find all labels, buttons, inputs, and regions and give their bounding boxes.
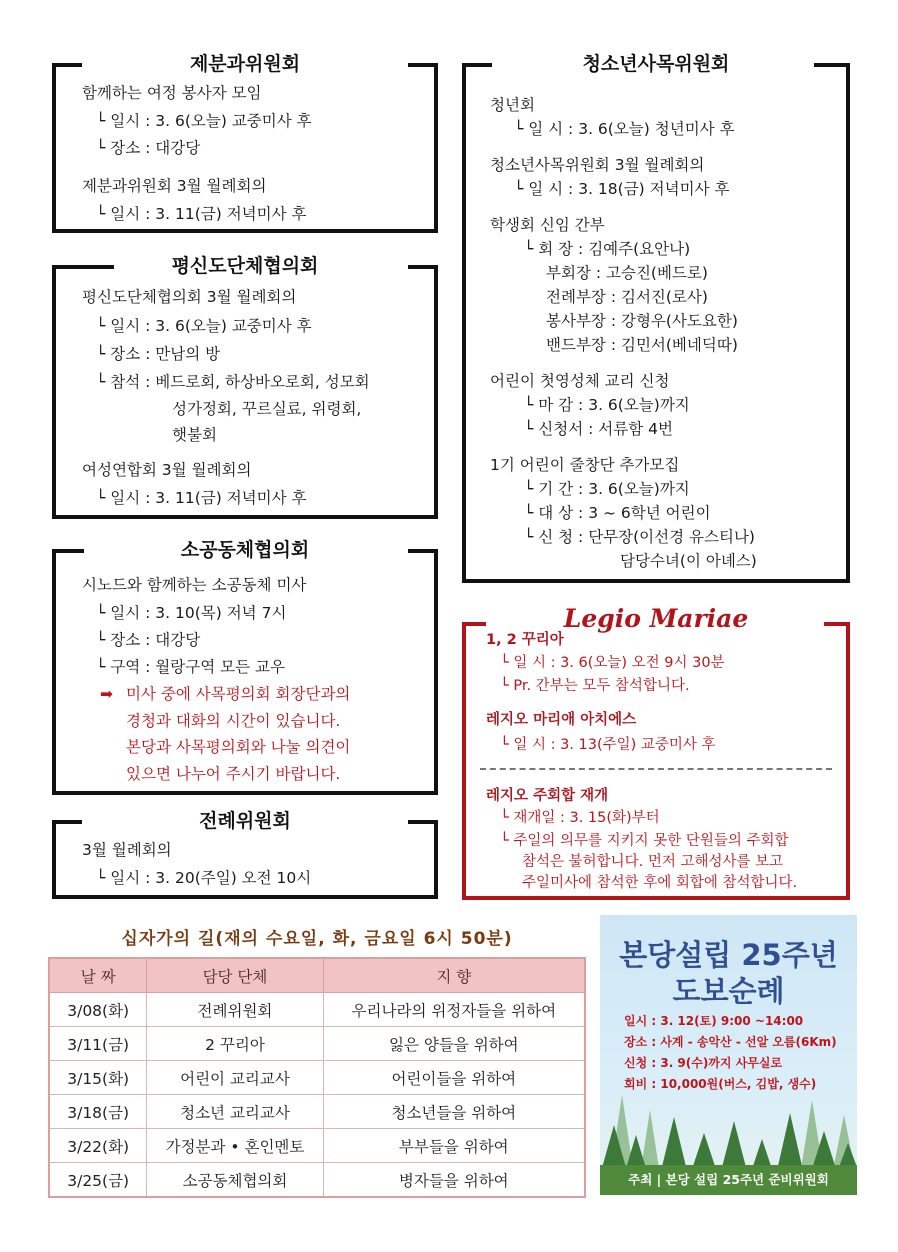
table-row xyxy=(49,993,585,1027)
jeonrye-line: 3월 월례회의 xyxy=(82,841,172,859)
stations-table xyxy=(48,957,586,1198)
youth-line: 청소년사목위원회 3월 월례회의 xyxy=(490,156,705,174)
cell-date: 3/18(금) xyxy=(49,1095,147,1129)
jeonrye-committee-box xyxy=(52,810,438,899)
youth-line: 담당수녀(이 아녜스) xyxy=(620,552,757,570)
youth-line: 봉사부장 : 강형우(사도요한) xyxy=(546,312,738,330)
youth-committee-box xyxy=(462,53,850,583)
youth-line: 어린이 첫영성체 교리 신청 xyxy=(490,372,670,390)
cell-date: 3/25(금) xyxy=(49,1163,147,1198)
sogong-line: └ 장소 : 대강당 xyxy=(96,631,201,649)
pyeongsin-line: └ 장소 : 만남의 방 xyxy=(96,345,221,363)
sogong-notice-line: 본당과 사목평의회와 나눌 의견이 xyxy=(126,738,351,756)
youth-line: └ 신청서 : 서류함 4번 xyxy=(524,420,673,438)
youth-line: 1기 어린이 줄창단 추가모집 xyxy=(490,456,680,474)
jebun-line: └ 장소 : 대강당 xyxy=(96,139,201,157)
pyeongsin-council-box xyxy=(52,255,438,519)
youth-line: └ 신 청 : 단무장(이선경 유스티나) xyxy=(524,528,755,546)
youth-line: └ 기 간 : 3. 6(오늘)까지 xyxy=(524,480,690,498)
header-intention: 지 향 xyxy=(323,958,585,993)
cell-date: 3/08(화) xyxy=(49,993,147,1027)
red-arrow-icon: ➡ xyxy=(100,685,113,703)
legio-line: └ 재개일 : 3. 15(화)부터 xyxy=(500,810,660,826)
pyeongsin-line: 여성연합회 3월 월례회의 xyxy=(82,461,252,479)
legio-title: Legio Mariae xyxy=(563,604,749,633)
table-header-row xyxy=(49,958,585,993)
poster-footer: 주최 | 본당 설립 25주년 준비위원회 xyxy=(600,1165,857,1195)
cell-intention: 잃은 양들을 위하여 xyxy=(323,1027,585,1061)
dashed-divider xyxy=(480,768,832,770)
sogong-notice-line: 경청과 대화의 시간이 있습니다. xyxy=(126,712,341,730)
legio-heading: 레지오 주회합 재개 xyxy=(486,788,609,804)
jebun-line: └ 일시 : 3. 6(오늘) 교중미사 후 xyxy=(96,112,312,130)
youth-line: └ 마 감 : 3. 6(오늘)까지 xyxy=(524,396,690,414)
table-row xyxy=(49,1129,585,1163)
cell-intention: 어린이들을 위하여 xyxy=(323,1061,585,1095)
pyeongsin-line: └ 일시 : 3. 6(오늘) 교중미사 후 xyxy=(96,317,312,335)
table-row xyxy=(49,1061,585,1095)
cell-group: 가정분과 • 혼인멘토 xyxy=(147,1129,323,1163)
youth-line: 전례부장 : 김서진(로사) xyxy=(546,288,708,306)
youth-line: └ 대 상 : 3 ~ 6학년 어린이 xyxy=(524,504,711,522)
jeonrye-line: └ 일시 : 3. 20(주일) 오전 10시 xyxy=(96,869,312,887)
pilgrimage-poster xyxy=(600,915,857,1195)
poster-info-line: 회비 : 10,000원(버스, 김밥, 생수) xyxy=(624,1077,817,1091)
cell-intention: 병자들을 위하여 xyxy=(323,1163,585,1198)
legio-mariae-box xyxy=(462,604,850,900)
legio-line: 참석은 불허합니다. 먼저 고해성사를 보고 xyxy=(522,854,784,870)
cell-group: 어린이 교리교사 xyxy=(147,1061,323,1095)
pyeongsin-line: 성가정회, 꾸르실료, 위령회, xyxy=(172,400,362,418)
jebun-committee-box xyxy=(52,53,438,233)
sogong-notice-line: 있으면 나누어 주시기 바랍니다. xyxy=(126,765,341,783)
header-date: 날 짜 xyxy=(49,958,147,993)
legio-heading: 레지오 마리애 아치에스 xyxy=(486,712,637,728)
table-row xyxy=(49,1095,585,1129)
pyeongsin-line: 평신도단체협의회 3월 월례회의 xyxy=(82,288,297,306)
cell-group: 전례위원회 xyxy=(147,993,323,1027)
youth-line: 밴드부장 : 김민서(베네딕따) xyxy=(546,336,738,354)
header-group: 담당 단체 xyxy=(147,958,323,993)
cell-intention: 우리나라의 위정자들을 위하여 xyxy=(323,993,585,1027)
legio-line: └ Pr. 간부는 모두 참석합니다. xyxy=(500,678,690,694)
sogong-line: └ 구역 : 월랑구역 모든 교우 xyxy=(96,658,285,676)
youth-line: └ 일 시 : 3. 6(오늘) 청년미사 후 xyxy=(514,120,735,138)
cell-group: 2 꾸리아 xyxy=(147,1027,323,1061)
youth-line: 부회장 : 고승진(베드로) xyxy=(546,264,708,282)
jebun-line: 제분과위원회 3월 월례회의 xyxy=(82,177,267,195)
cell-date: 3/11(금) xyxy=(49,1027,147,1061)
poster-subtitle: 도보순례 xyxy=(672,974,785,1008)
youth-line: 청년회 xyxy=(490,96,535,114)
youth-title: 청소년사목위원회 xyxy=(582,53,730,75)
legio-line: └ 일 시 : 3. 6(오늘) 오전 9시 30분 xyxy=(500,655,725,671)
jebun-line: 함께하는 여정 봉사자 모임 xyxy=(82,84,262,102)
cell-date: 3/15(화) xyxy=(49,1061,147,1095)
cell-intention: 부부들을 위하여 xyxy=(323,1129,585,1163)
table-row xyxy=(49,1027,585,1061)
sogong-title: 소공동체협의회 xyxy=(180,539,310,561)
youth-line: └ 회 장 : 김예주(요안나) xyxy=(524,240,691,258)
poster-title: 본당설립 25주년 xyxy=(619,938,838,972)
sogong-line: 시노드와 함께하는 소공동체 미사 xyxy=(82,576,307,594)
youth-line: └ 일 시 : 3. 18(금) 저녁미사 후 xyxy=(514,180,730,198)
sogong-notice-line: 미사 중에 사목평의회 회장단과의 xyxy=(126,685,351,703)
pyeongsin-line: └ 일시 : 3. 11(금) 저녁미사 후 xyxy=(96,489,307,507)
poster-info-line: 장소 : 사계 - 송악산 - 선알 오름(6Km) xyxy=(624,1035,837,1049)
table-row xyxy=(49,1163,585,1198)
cell-group: 소공동체협의회 xyxy=(147,1163,323,1198)
sogong-council-box xyxy=(52,539,438,795)
forest-illustration xyxy=(600,1055,857,1175)
legio-heading: 1, 2 꾸리아 xyxy=(486,632,564,648)
legio-line: └ 주일의 의무를 지키지 못한 단원들의 주회합 xyxy=(500,833,789,849)
jeonrye-title: 전례위원회 xyxy=(199,810,291,832)
cell-group: 청소년 교리교사 xyxy=(147,1095,323,1129)
stations-title: 십자가의 길(재의 수요일, 화, 금요일 6시 50분) xyxy=(121,929,513,949)
sogong-line: └ 일시 : 3. 10(목) 저녁 7시 xyxy=(96,604,287,622)
cell-intention: 청소년들을 위하여 xyxy=(323,1095,585,1129)
pyeongsin-line: └ 참석 : 베드로회, 하상바오로회, 성모회 xyxy=(96,373,370,391)
pyeongsin-title: 평신도단체협의회 xyxy=(171,255,319,277)
cell-date: 3/22(화) xyxy=(49,1129,147,1163)
poster-info-line: 신청 : 3. 9(수)까지 사무실로 xyxy=(624,1056,783,1070)
legio-line: └ 일 시 : 3. 13(주일) 교중미사 후 xyxy=(500,737,716,753)
legio-line: 주일미사에 참석한 후에 회합에 참석합니다. xyxy=(522,875,798,891)
jebun-line: └ 일시 : 3. 11(금) 저녁미사 후 xyxy=(96,205,307,223)
poster-info-line: 일시 : 3. 12(토) 9:00 ~14:00 xyxy=(624,1014,804,1028)
pyeongsin-line: 햇불회 xyxy=(172,426,217,444)
jebun-title: 제분과위원회 xyxy=(189,53,301,75)
youth-line: 학생회 신임 간부 xyxy=(490,216,605,234)
